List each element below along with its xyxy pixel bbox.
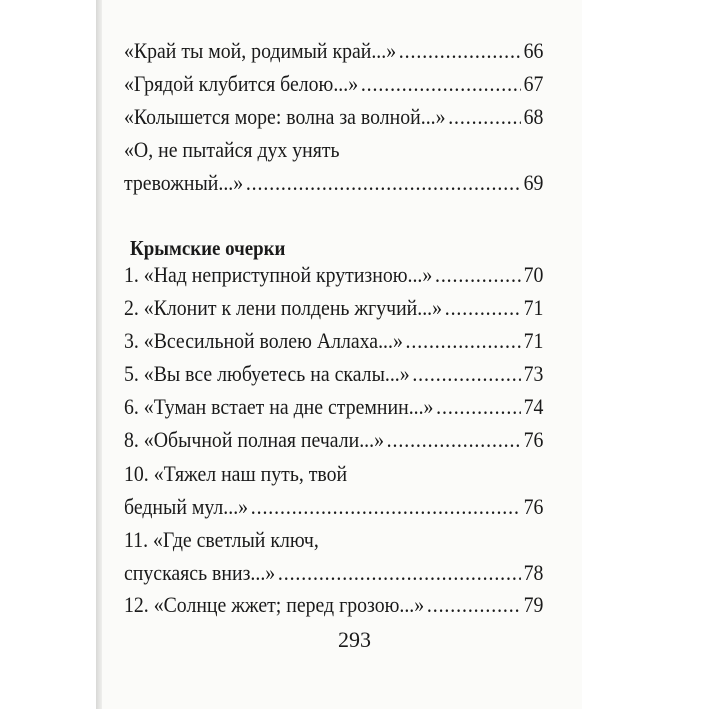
toc-entry-page: 76 [523, 494, 544, 519]
toc-entry-page: 74 [523, 394, 544, 419]
toc-entry-title: 12. «Солнце жжет; перед грозою...» [124, 592, 425, 617]
toc-entry [124, 137, 544, 196]
toc-leader-dots [246, 170, 521, 196]
page-number: 293 [338, 627, 371, 652]
toc-entry [124, 394, 544, 420]
toc-entry-title: 8. «Обычной полная печали...» [124, 427, 384, 452]
toc-entry-title: «Колышется море: волна за волной...» [124, 104, 446, 129]
toc-entry-page: 66 [523, 38, 544, 63]
toc-entry [124, 262, 544, 288]
toc-entry [124, 38, 544, 64]
toc-entry-title-continuation: тревожный...» [124, 170, 244, 195]
toc-entry-title: 11. «Где светлый ключ, [124, 527, 319, 552]
toc-entry-page: 67 [523, 71, 544, 96]
toc-leader-dots [436, 394, 521, 420]
toc-entry [124, 71, 544, 97]
toc-leader-dots [278, 560, 521, 586]
toc-entry [124, 361, 544, 387]
toc-entry-page: 71 [523, 295, 544, 320]
toc-leader-dots [448, 104, 521, 130]
toc-entry-title: 1. «Над неприступной крутизною...» [124, 262, 433, 287]
toc-leader-dots [445, 295, 521, 321]
toc-leader-dots [412, 361, 521, 387]
toc-entry-page: 70 [523, 262, 544, 287]
section-heading: Крымские очерки [130, 236, 286, 260]
toc-entry-page: 73 [523, 361, 544, 386]
toc-entry-page: 78 [523, 560, 544, 585]
toc-entry [124, 427, 544, 453]
toc-entry [124, 592, 544, 618]
toc-leader-dots [251, 494, 521, 520]
toc-entry [124, 328, 544, 354]
toc-entry-title: 2. «Клонит к лени полдень жгучий...» [124, 295, 443, 320]
toc-entry [124, 104, 544, 130]
toc-entry [124, 461, 544, 520]
toc-entry-title: 5. «Вы все любуетесь на скалы...» [124, 361, 410, 386]
toc-entry-title-continuation: спускаясь вниз...» [124, 560, 276, 585]
toc-entry-title-continuation: бедный мул...» [124, 494, 249, 519]
toc-entry-page: 79 [523, 592, 544, 617]
toc-entry-title: 10. «Тяжел наш путь, твой [124, 461, 348, 486]
toc-entry [124, 527, 544, 586]
toc-entry-page: 76 [523, 427, 544, 452]
toc-entry-page: 71 [523, 328, 544, 353]
toc-entry-title: «Грядой клубится белою...» [124, 71, 359, 96]
toc-entry-page: 68 [523, 104, 544, 129]
toc-leader-dots [399, 38, 521, 64]
toc-leader-dots [435, 262, 521, 288]
toc-entry-page: 69 [523, 170, 544, 195]
toc-leader-dots [406, 328, 521, 354]
toc-entry [124, 295, 544, 321]
toc-entry-title: 3. «Всесильной волею Аллаха...» [124, 328, 403, 353]
toc-leader-dots [387, 427, 521, 453]
toc-entry-title: «Край ты мой, родимый край...» [124, 38, 397, 63]
toc-entry-title: 6. «Туман встает на дне стремнин...» [124, 394, 434, 419]
toc-entry-title: «О, не пытайся дух унять [124, 137, 340, 162]
toc-leader-dots [361, 71, 521, 97]
toc-leader-dots [427, 592, 521, 618]
